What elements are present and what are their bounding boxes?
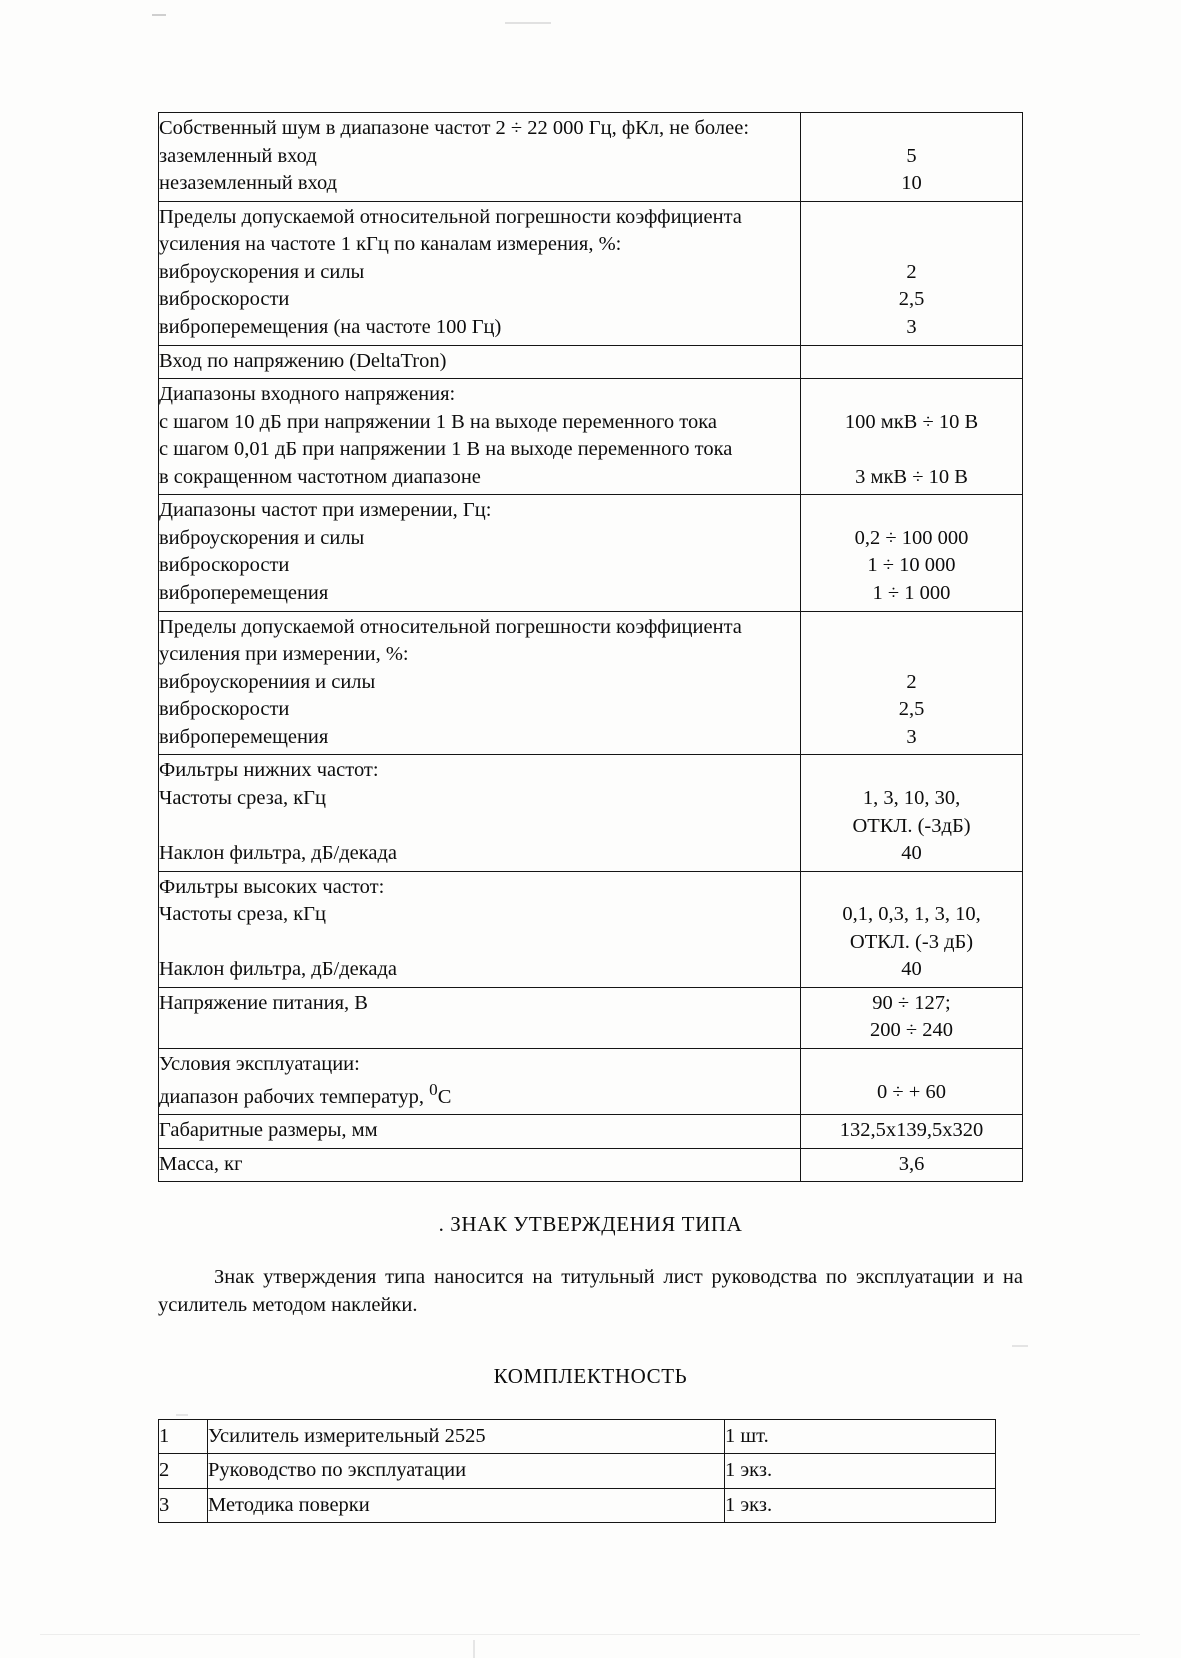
spec-value-line: 200 ÷ 240: [869, 1019, 953, 1042]
spec-value-line: [801, 381, 1022, 409]
scan-artifact-top-center: [505, 22, 551, 24]
spec-label-line: усиления при измерении, %:: [159, 643, 409, 666]
spec-value-line: 100 мкВ ÷ 10 В: [844, 410, 979, 433]
spec-row-label: [159, 755, 801, 871]
spec-row: [159, 755, 1023, 871]
spec-value-line: 0 ÷ + 60: [877, 1080, 946, 1103]
spec-value-line: ОТКЛ. (-3 дБ): [849, 930, 974, 953]
completeness-row-name: Усилитель измерительный 2525: [208, 1419, 725, 1454]
spec-label-line: виброускорения и силы: [159, 526, 365, 549]
spec-row-label: [159, 345, 801, 379]
spec-row-label: [159, 495, 801, 611]
spec-label-line: Пределы допускаемой относительной погрешности коэффициента: [159, 205, 742, 228]
spec-row-value: [801, 201, 1023, 345]
spec-value-line: [801, 115, 1022, 143]
spec-row: [159, 201, 1023, 345]
spec-label-line: Фильтры высоких частот:: [159, 875, 385, 898]
spec-value-line: [801, 614, 1022, 642]
spec-row-value: [801, 345, 1023, 379]
spec-label-line: виброперемещения: [159, 582, 329, 604]
spec-row-label: [159, 871, 801, 987]
spec-label-line: заземленный вход: [159, 144, 317, 167]
spec-value-line: [801, 348, 1022, 376]
spec-value-line: 10: [901, 172, 922, 195]
spec-label-line: Условия эксплуатации:: [159, 1053, 360, 1075]
completeness-row-number: 1: [159, 1419, 208, 1454]
completeness-row-qty: 1 экз.: [725, 1488, 996, 1523]
spec-row-value: [801, 379, 1023, 495]
spec-value-line: 2: [906, 670, 917, 693]
spec-value-line: 0,1, 0,3, 1, 3, 10,: [842, 903, 981, 926]
spec-label-line: виброскорости: [159, 288, 290, 311]
spec-value-line: 40: [901, 842, 922, 865]
spec-row: [159, 1114, 1023, 1148]
spec-label-line: Диапазоны входного напряжения:: [159, 383, 456, 406]
spec-row: [159, 1049, 1023, 1115]
spec-row: [159, 987, 1023, 1048]
spec-row-label: [159, 1049, 801, 1115]
spec-value-line: 2,5: [898, 698, 925, 721]
section-heading-type-approval-mark: . ЗНАК УТВЕРЖДЕНИЯ ТИПА: [438, 1212, 743, 1237]
scan-artifact-top-left: [152, 14, 166, 16]
spec-row-value: [801, 611, 1023, 755]
spec-label-line: в сокращенном частотном диапазоне: [159, 465, 481, 488]
spec-label-line: Фильтры нижних частот:: [159, 759, 379, 782]
spec-row-label: [159, 611, 801, 755]
spec-row: [159, 1148, 1023, 1182]
spec-row: [159, 113, 1023, 202]
completeness-row-qty: 1 экз.: [725, 1454, 996, 1489]
spec-row-value: [801, 987, 1023, 1048]
spec-value-line: 132,5х139,5х320: [839, 1118, 984, 1141]
spec-value-line: [801, 641, 1022, 669]
spec-row: [159, 871, 1023, 987]
spec-label-line: виброскорости: [159, 554, 290, 577]
page-content: [158, 112, 1023, 1523]
spec-label-line: Пределы допускаемой относительной погрешности коэффициента: [159, 615, 742, 638]
completeness-row-number: 3: [159, 1488, 208, 1523]
spec-row-value: [801, 495, 1023, 611]
spec-row-value: [801, 1114, 1023, 1148]
spec-value-line: 90 ÷ 127;: [872, 991, 951, 1014]
spec-value-line: [801, 231, 1022, 259]
spec-value-line: 3 мкВ ÷ 10 В: [855, 465, 968, 488]
spec-label-line: виброускорениия и силы: [159, 670, 376, 693]
spec-value-line: 3,6: [898, 1152, 925, 1175]
spec-label-line: [159, 929, 800, 957]
spec-row-value: [801, 755, 1023, 871]
completeness-row-name: Методика поверки: [208, 1488, 725, 1523]
spec-value-line: 1, 3, 10, 30,: [862, 786, 961, 809]
spec-label-line: Вход по напряжению (DeltaTron): [159, 349, 447, 372]
completeness-row-number: 2: [159, 1454, 208, 1489]
spec-label-line: виброускорения и силы: [159, 260, 365, 283]
spec-row-value: [801, 1148, 1023, 1182]
spec-label-line: виброперемещения (на частоте 100 Гц): [159, 315, 502, 338]
spec-value-line: 5: [906, 144, 917, 167]
spec-row-label: [159, 201, 801, 345]
completeness-row: [159, 1488, 996, 1523]
spec-label-line: с шагом 0,01 дБ при напряжении 1 В на выходе переменного тока: [159, 438, 733, 461]
spec-value-line: 2: [906, 260, 917, 283]
spec-row-label: [159, 379, 801, 495]
spec-value-line: [801, 436, 1022, 464]
section-heading-completeness: КОМПЛЕКТНОСТЬ: [493, 1363, 688, 1388]
spec-value-line: 40: [901, 958, 922, 981]
completeness-row: [159, 1419, 996, 1454]
spec-value-line: [801, 497, 1022, 525]
spec-row-value: [801, 871, 1023, 987]
spec-row-label: [159, 1114, 801, 1148]
spec-value-line: [801, 874, 1022, 902]
spec-row: [159, 345, 1023, 379]
spec-value-line: 1 ÷ 10 000: [867, 554, 956, 577]
spec-label-line: Наклон фильтра, дБ/декада: [159, 958, 398, 981]
spec-label-line: Габаритные размеры, мм: [159, 1118, 378, 1141]
completeness-row: [159, 1454, 996, 1489]
specification-table: [158, 112, 1023, 1182]
spec-label-line: виброперемещения: [159, 725, 329, 748]
type-approval-mark-paragraph: Знак утверждения типа наносится на титульный лист руководства по эксплуатации и на усилитель методом наклейки.: [158, 1266, 1023, 1317]
spec-row: [159, 379, 1023, 495]
completeness-table-body: [159, 1419, 996, 1523]
spec-label-line: Диапазоны частот при измерении, Гц:: [159, 499, 492, 522]
spec-value-line: 3: [906, 725, 917, 748]
spec-row: [159, 495, 1023, 611]
specification-table-body: [159, 113, 1023, 1182]
spec-label-line: Напряжение питания, В: [159, 991, 368, 1014]
spec-row-label: [159, 987, 801, 1048]
scan-artifact-bottom-fold: [473, 1640, 475, 1658]
spec-label-line: Наклон фильтра, дБ/декада: [159, 842, 398, 865]
spec-value-line: ОТКЛ. (-3дБ): [852, 814, 971, 837]
spec-label-line: Частоты среза, кГц: [159, 903, 326, 926]
spec-row-value: [801, 113, 1023, 202]
spec-row: [159, 611, 1023, 755]
spec-label-line: диапазон рабочих температур, $^0$С: [159, 1079, 452, 1108]
spec-value-line: 3: [906, 315, 917, 338]
spec-value-line: [801, 1051, 1022, 1079]
spec-label-line: Частоты среза, кГц: [159, 786, 326, 809]
scan-artifact-bottom-center: [40, 1634, 1140, 1635]
spec-label-line: виброскорости: [159, 698, 290, 721]
spec-value-line: [801, 757, 1022, 785]
spec-value-line: [801, 204, 1022, 232]
spec-row-value: [801, 1049, 1023, 1115]
spec-value-line: 2,5: [898, 288, 925, 311]
spec-label-line: [159, 1017, 800, 1045]
spec-label-line: незаземленный вход: [159, 172, 338, 195]
spec-value-line: 0,2 ÷ 100 000: [854, 526, 969, 549]
spec-value-line: 1 ÷ 1 000: [872, 582, 951, 604]
completeness-table: [158, 1419, 996, 1524]
spec-row-label: [159, 113, 801, 202]
spec-label-line: [159, 813, 800, 841]
completeness-row-qty: 1 шт.: [725, 1419, 996, 1454]
spec-label-line: Масса, кг: [159, 1152, 243, 1175]
spec-label-line: усиления на частоте 1 кГц по каналам измерения, %:: [159, 233, 622, 256]
completeness-row-name: Руководство по эксплуатации: [208, 1454, 725, 1489]
spec-row-label: [159, 1148, 801, 1182]
spec-label-line: с шагом 10 дБ при напряжении 1 В на выходе переменного тока: [159, 410, 717, 433]
spec-label-line: Собственный шум в диапазоне частот 2 ÷ 22 000 Гц, фКл, не более:: [159, 117, 750, 139]
